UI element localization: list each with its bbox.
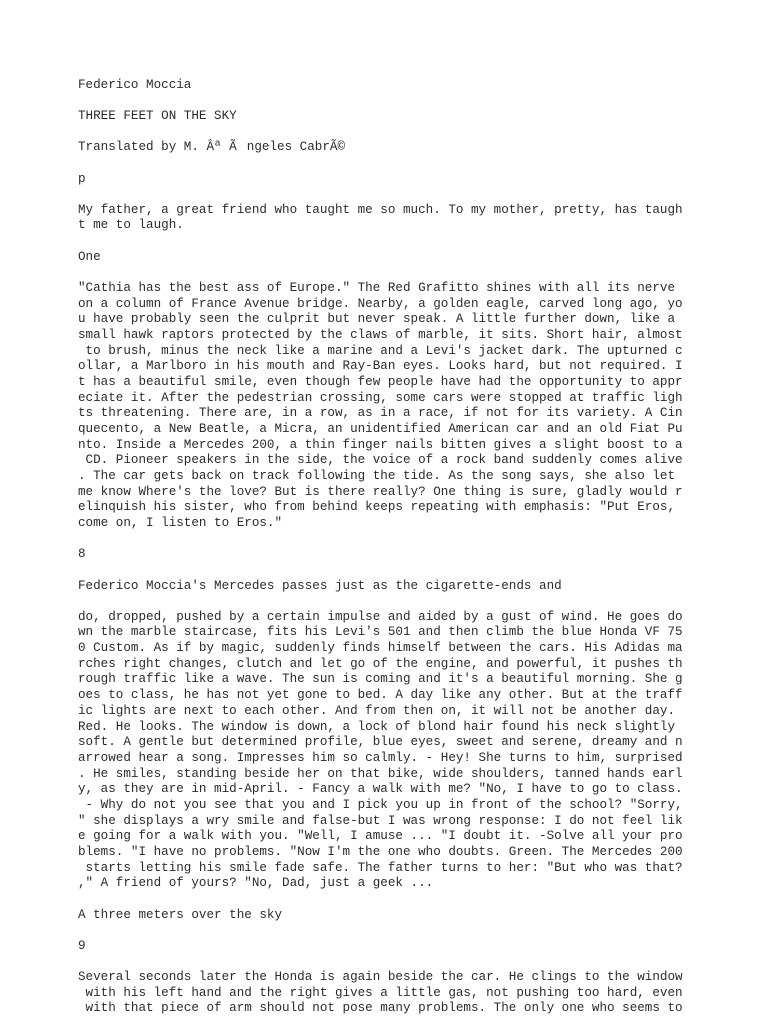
- text-line: with his left hand and the right gives a little gas, not pushing too hard, even: [78, 985, 683, 1000]
- text-line: rches right changes, clutch and let go of the engine, and powerful, it pushes th: [78, 656, 683, 671]
- dedication-paragraph: [78, 203, 698, 234]
- text-line: ts threatening. There are, in a row, as in a race, if not for its variety. A Cin: [78, 406, 683, 421]
- spacer: [78, 234, 698, 250]
- body-paragraph-3: [78, 970, 698, 1017]
- text-line: ," A friend of yours? "No, Dad, just a geek ...: [78, 876, 434, 891]
- text-line: come on, I listen to Eros.": [78, 516, 283, 531]
- text-line: blems. "I have no problems. "Now I'm the one who doubts. Green. The Mercedes 200: [78, 845, 683, 859]
- spacer: [78, 954, 698, 970]
- page-number: 9: [78, 938, 86, 953]
- text-line: " she displays a wry smile and false-but I was wrong response: I do not feel lik: [78, 813, 683, 828]
- text-line: ollar, a Marlboro in his mouth and Ray-Ban eyes. Looks hard, but not required. I: [78, 359, 683, 374]
- body-paragraph-1: [78, 281, 698, 532]
- text-line: ic lights are next to each other. And from then on, it will not be another day.: [78, 703, 676, 718]
- text-line: - Why do not you see that you and I pick you up in front of the school? "Sorry,: [78, 797, 683, 812]
- text-line: CD. Pioneer speakers in the side, the voice of a rock band suddenly comes alive: [78, 453, 683, 468]
- text-line: eciate it. After the pedestrian crossing, some cars were stopped at traffic ligh: [78, 390, 683, 405]
- spacer: [78, 563, 698, 579]
- text-line: with that piece of arm should not pose many problems. The only one who seems to: [78, 1001, 683, 1016]
- body-paragraph-2: [78, 610, 698, 892]
- spacer: [78, 94, 698, 110]
- spacer: [78, 187, 698, 203]
- text-line: on a column of France Avenue bridge. Nearby, a golden eagle, carved long ago, yo: [78, 296, 683, 311]
- text-line: e going for a walk with you. "Well, I amuse ... "I doubt it. -Solve all your pro: [78, 829, 683, 844]
- text-line: quecento, a New Beatle, a Micra, an unidentified American car and an old Fiat Pu: [78, 422, 683, 436]
- spacer: [78, 125, 698, 141]
- book-title: THREE FEET ON THE SKY: [78, 109, 237, 124]
- text-line: arrowed hear a song. Impresses him so calmly. - Hey! She turns to him, surprised: [78, 750, 683, 765]
- running-line: Federico Moccia's Mercedes passes just as the cigarette-ends and: [78, 578, 562, 593]
- spacer: [78, 892, 698, 908]
- text-line: starts letting his smile fade safe. The father turns to her: "But who was that?: [78, 860, 683, 875]
- author-name: Federico Moccia: [78, 78, 192, 92]
- text-line: wn the marble staircase, fits his Levi's 501 and then climb the blue Honda VF 75: [78, 625, 683, 640]
- spacer: [78, 156, 698, 172]
- text-line: me know Where's the love? But is there really? One thing is sure, gladly would r: [78, 484, 683, 499]
- spacer: [78, 532, 698, 548]
- dedication-line: My father, a great friend who taught me so much. To my mother, pretty, has taugh: [78, 202, 683, 217]
- text-line: soft. A gentle but determined profile, blue eyes, sweet and serene, dreamy and n: [78, 735, 683, 750]
- text-line: do, dropped, pushed by a certain impulse and aided by a gust of wind. He goes do: [78, 609, 683, 624]
- text-line: u have probably seen the culprit but never speak. A little further down, like a: [78, 312, 676, 327]
- text-line: rough traffic like a wave. The sun is coming and it's a beautiful morning. She g: [78, 672, 683, 687]
- text-line: nto. Inside a Mercedes 200, a thin finger nails bitten gives a slight boost to a: [78, 437, 683, 452]
- text-line: . He smiles, standing beside her on that bike, wide shoulders, tanned hands earl: [78, 766, 683, 781]
- text-line: "Cathia has the best ass of Europe." The Red Grafitto shines with all its nerve: [78, 280, 676, 295]
- chapter-heading: One: [78, 249, 101, 264]
- page-number: 8: [78, 547, 86, 562]
- text-line: to brush, minus the neck like a marine and a Levi's jacket dark. The upturned c: [78, 343, 683, 358]
- text-line: Several seconds later the Honda is again beside the car. He clings to the window: [78, 969, 683, 984]
- translator-credit: Translated by M. Âª Ãngeles CabrÃ©: [78, 140, 346, 155]
- text-line: . The car gets back on track following the tide. As the song says, she also let: [78, 469, 676, 484]
- document-page: [78, 78, 698, 1017]
- text-line: Red. He looks. The window is down, a lock of blond hair found his neck slightly: [78, 719, 676, 734]
- text-line: small hawk raptors protected by the claws of marble, it sits. Short hair, almost: [78, 327, 683, 342]
- text-line: elinquish his sister, who from behind keeps repeating with emphasis: "Put Eros,: [78, 500, 676, 515]
- subtitle: A three meters over the sky: [78, 907, 283, 922]
- dedication-line: t me to laugh.: [78, 218, 184, 233]
- text-line: y, as they are in mid-April. - Fancy a walk with me? "No, I have to go to class.: [78, 782, 683, 797]
- text-line: t has a beautiful smile, even though few people have had the opportunity to appr: [78, 374, 683, 389]
- text-line: 0 Custom. As if by magic, suddenly finds himself between the cars. His Adidas ma: [78, 641, 683, 656]
- text-line: oes to class, he has not yet gone to bed. A day like any other. But at the traff: [78, 688, 683, 703]
- spacer: [78, 594, 698, 610]
- spacer: [78, 265, 698, 281]
- section-marker: p: [78, 171, 86, 186]
- spacer: [78, 923, 698, 939]
